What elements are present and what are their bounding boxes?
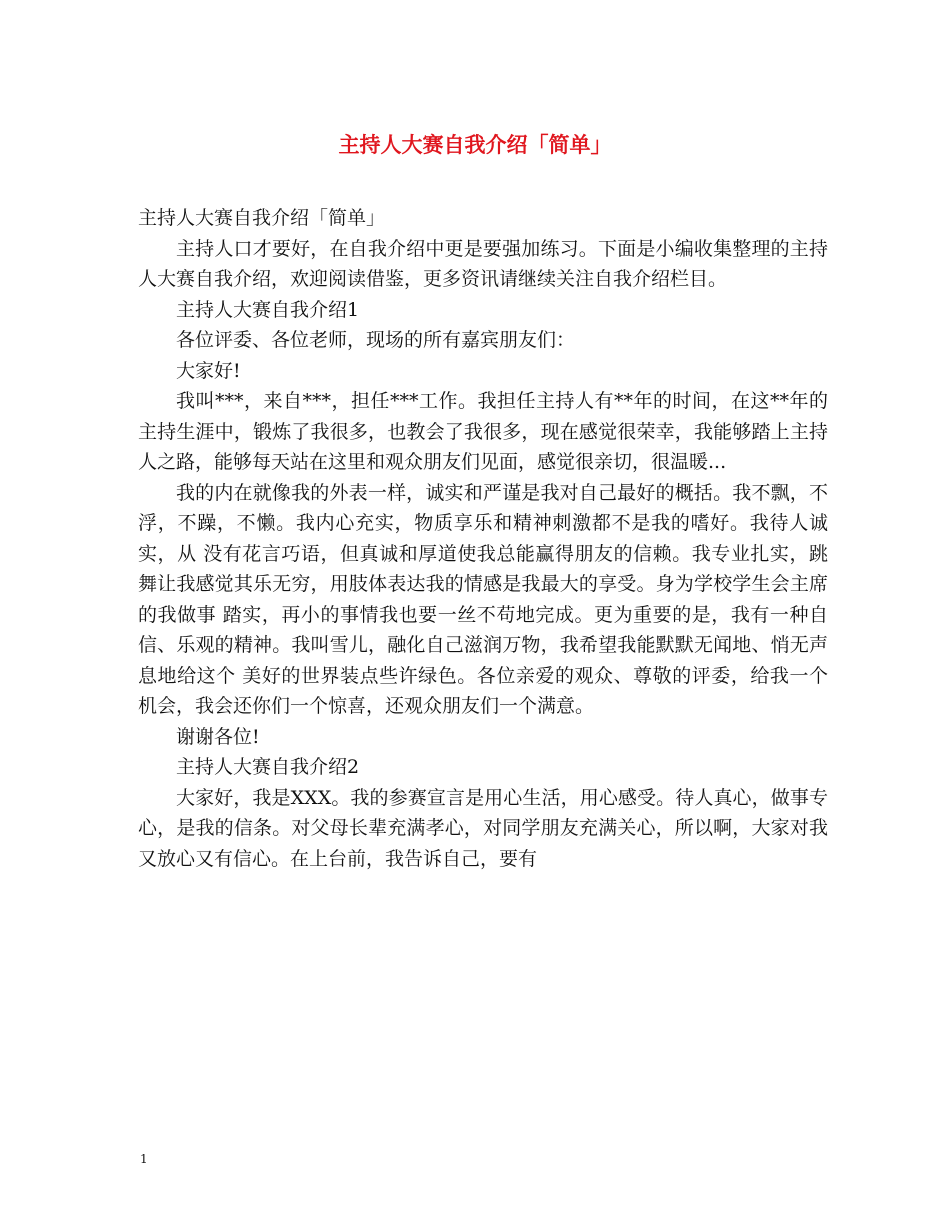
section-heading-1: 主持人大赛自我介绍1 xyxy=(176,298,360,321)
subtitle-paragraph: 主持人大赛自我介绍「简单」 xyxy=(138,207,386,229)
hello-paragraph: 大家好! xyxy=(176,359,241,382)
section-heading-2: 主持人大赛自我介绍2 xyxy=(176,756,360,778)
body-paragraph-2: 我的内在就像我的外表一样，诚实和严谨是我对自己最好的概括。我不飘，不浮，不躁，不懒。我内心充实，物质享乐和精神刺激都不是我的嗜好。我待人诚实，从 没有花言巧语，但真诚和厚道使我总能赢得朋友的信赖。我专业扎实，跳舞让我感觉其乐无穷，用肢体表达我的情感是我最大的享受。身为学校学生会主席的我做事 踏实，再小的事情我也要一丝不苟地完成。更为重要的是，我有一种自信、乐观的精神。我叫雪儿，融化自己滋润万物，我希望我能默默无闻地、悄无声息地给这个 美好的世界装点些许绿色。各位亲爱的观众、尊敬的评委，给我一个机会，我会还你们一个惊喜，还观众朋友们一个满意。 xyxy=(138,481,828,717)
greeting-paragraph: 各位评委、各位老师，现场的所有嘉宾朋友们： xyxy=(176,329,576,351)
document-body xyxy=(138,203,828,874)
body-paragraph-1: 我叫***，来自***，担任***工作。我担任主持人有**年的时间，在这**年的主持生涯中，锻炼了我很多，也教会了我很多，现在感觉很荣幸，我能够踏上主持人之路，能够每天站在这里和观众朋友们见面，感觉很亲切，很温暖... xyxy=(138,390,828,473)
page-number: 1 xyxy=(140,1152,148,1166)
body-paragraph-3: 大家好，我是XXX。我的参赛宣言是用心生活，用心感受。待人真心，做事专心，是我的信条。对父母长辈充满孝心，对同学朋友充满关心，所以啊，大家对我又放心又有信心。在上台前，我告诉自己，要有 xyxy=(138,786,828,870)
document-title: 主持人大赛自我介绍「简单」 xyxy=(338,132,612,157)
thanks-paragraph: 谢谢各位! xyxy=(176,725,260,748)
intro-paragraph: 主持人口才要好，在自我介绍中更是要强加练习。下面是小编收集整理的主持人大赛自我介绍，欢迎阅读借鉴，更多资讯请继续关注自我介绍栏目。 xyxy=(138,237,828,290)
